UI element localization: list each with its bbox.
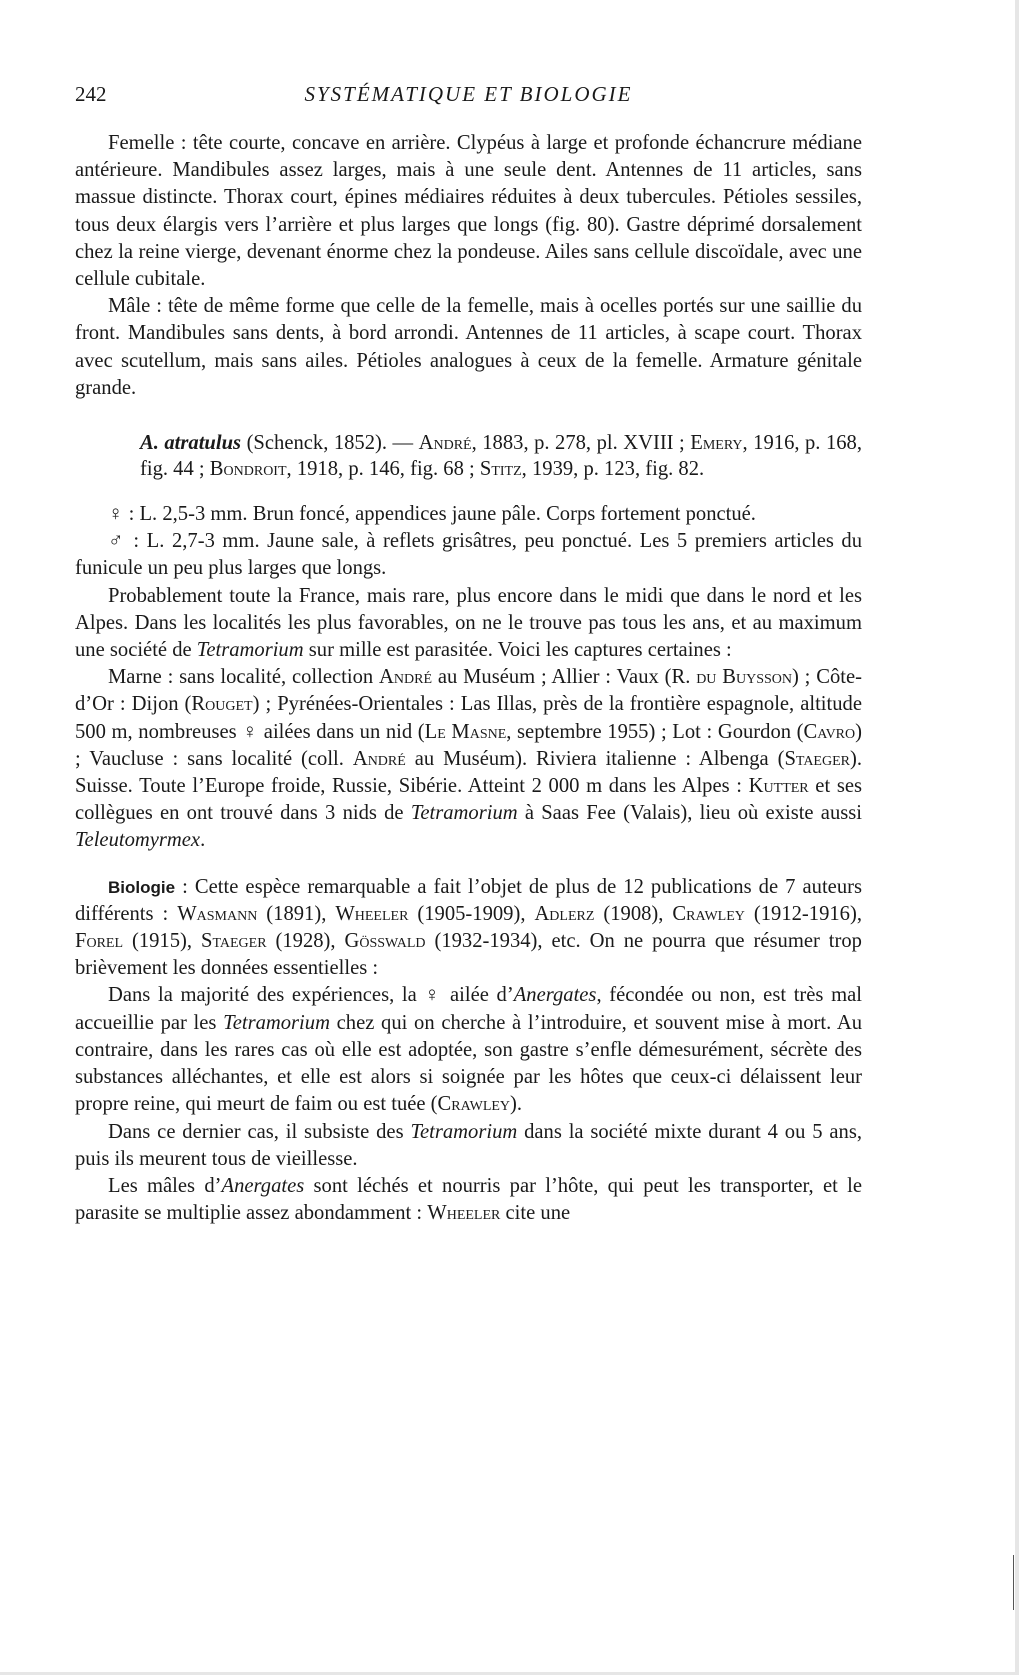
text-run: ). Suisse. Toute l’Europe froide, Russie, Sibérie. Atteint 2 000 m dans les Alpes : [75, 747, 862, 798]
text-run: Teleutomyrmex [75, 829, 201, 852]
text-run: Cavro [803, 720, 856, 743]
text-run: Wasmann [177, 902, 258, 925]
text-run: dans la société mixte durant 4 ou 5 ans, puis ils meurent tous de vieillesse. [75, 1120, 862, 1170]
scan-edge-mark [1013, 1555, 1014, 1610]
text-run: Le Masne [424, 720, 507, 743]
text-run: Tetramorium [410, 1120, 518, 1143]
text-run: au Muséum ; Allier : Vaux (R. [432, 666, 697, 689]
text-run: (1905-1909), [408, 902, 535, 925]
text-run: (1891), [257, 902, 336, 925]
text-run: Marne : sans localité, collection [108, 666, 380, 689]
species-name: A. atratulus [140, 432, 242, 455]
text-run: sont léchés et nourris par l’hôte, qui peut les transporter, et le parasite se multiplie assez abondamment : [75, 1174, 862, 1225]
text-run: Anergates [221, 1174, 305, 1197]
text-run: ) ; Côte-d’Or : Dijon ( [75, 666, 862, 716]
running-title: SYSTÉMATIQUE ET BIOLOGIE [304, 82, 633, 106]
distribution-paragraph: Probablement toute la France, mais rare, plus encore dans le midi que dans le nord et les Alpes. Dans les localités les plus favorables, on ne le trouve pas tous les ans, et au maximum une société de Tetramorium sur mille est parasitée. Voici les captures certaines : [75, 584, 862, 662]
species-synonymy [140, 430, 862, 482]
ref-author: Bondroit [209, 458, 287, 481]
text-run: au Muséum). Riviera italienne : Albenga ( [405, 747, 785, 770]
text-run: Staeger [200, 930, 267, 953]
text-run: Rouget [191, 693, 253, 716]
text-run: (1915), [123, 930, 201, 953]
biologie-paragraph-4 [75, 1173, 862, 1227]
biologie-paragraph [75, 874, 862, 983]
text-run: (1932-1934), etc. On ne pourra que résumer trop brièvement les données essentielles : [75, 930, 862, 980]
text-run: Wheeler [335, 902, 409, 925]
page-number: 242 [75, 82, 107, 106]
biologie-paragraph-3 [75, 1119, 862, 1173]
text-run: Gösswald [344, 930, 426, 953]
text-run: (1928), [266, 930, 345, 953]
text-run: André [379, 666, 433, 689]
paragraph-male: Mâle : tête de même forme que celle de la femelle, mais à ocelles portés sur une saillie du front. Mandibules sans dents, à bord arrondi. Antennes de 11 articles, à scape court. Thorax avec scutellum, mais sans ailes. Pétioles analogues à ceux de la femelle. Armature génitale grande. [75, 295, 862, 399]
text-run: , fécondée ou non, est très mal accueillie par les [75, 984, 862, 1034]
text-run: Tetramorium [223, 1011, 330, 1034]
text-run: ) ; Vaucluse : sans localité (coll. [75, 720, 862, 770]
text-run: Wheeler [427, 1202, 501, 1225]
text-run: cite une [500, 1202, 571, 1225]
text-run: chez qui on cherche à l’introduire, et souvent mise à mort. Au contraire, dans les rares cas où elle est adoptée, son gastre s’enfle démesurément, sécrète des substances alléchantes, et elle est alors si soignée par les hôtes que ceux-ci délaissent leur propre reine, qui meurt de faim ou est tuée ( [75, 1011, 862, 1116]
genus-name: Tetramorium [196, 639, 304, 662]
text-run: Tetramorium [410, 802, 518, 825]
ref-text: , 1939, p. 123, fig. 82. [521, 458, 705, 481]
text-run: Crawley [437, 1093, 511, 1116]
text-run: Forel [75, 930, 124, 953]
female-symbol-icon: ♀ [108, 503, 124, 526]
ref-text: , 1883, p. 278, pl. XVIII ; [471, 432, 691, 455]
species-authority: (Schenck, 1852). — [241, 432, 419, 455]
text-run: Anergates [513, 984, 597, 1007]
text-run: Dans ce dernier cas, il subsiste des [108, 1120, 411, 1143]
ref-text: , 1918, p. 146, fig. 68 ; [286, 458, 480, 481]
text-run: (1912-1916), [744, 902, 862, 925]
text-run: : Cette espèce remarquable a fait l’objet de plus de 12 publications de 7 auteurs différents : [75, 875, 862, 925]
text-run: du Buysson [696, 666, 792, 689]
text-run: ). [510, 1093, 523, 1116]
male-symbol-icon: ♂ [108, 530, 126, 553]
text-run: . [200, 829, 206, 852]
text-run: , septembre 1955) ; Lot : Gourdon ( [506, 720, 804, 743]
ref-author: Emery [690, 432, 743, 455]
captures-paragraph [75, 664, 862, 854]
paragraph-femelle: Femelle : tête courte, concave en arrière. Clypéus à large et profonde échancrure médiane antérieure. Mandibules assez larges, mais à une seule dent. Antennes de 11 articles, sans massue distincte. Thorax court, épines médiaires réduites à deux tubercules. Pétioles sessiles, tous deux élargis vers l’arrière et plus larges que longs (fig. 80). Gastre déprimé dorsalement chez la reine vierge, devenant énorme chez la pondeuse. Ailes sans cellule discoïdale, avec une cellule cubitale. [75, 132, 862, 291]
ref-author: Stitz [479, 458, 522, 481]
ref-author: André [418, 432, 472, 455]
text-run: Dans la majorité des expériences, la ♀ ailée d’ [108, 984, 514, 1007]
description-male: ♂ : L. 2,7-3 mm. Jaune sale, à reflets grisâtres, peu ponctué. Les 5 premiers articles du funicule un peu plus larges que longs. [75, 530, 862, 580]
text-run: Staeger [784, 747, 850, 770]
page-body [75, 130, 862, 1227]
text-run: André [352, 747, 406, 770]
text-run: ) ; Pyrénées-Orientales : Las Illas, près de la frontière espagnole, altitude 500 m, nombreuses ♀ ailées dans un nid ( [75, 693, 862, 743]
text-run: Crawley [672, 902, 745, 925]
ref-text: , 1916, p. 168, fig. 44 ; [140, 432, 862, 481]
text-run: à Saas Fee (Valais), lieu où existe aussi [517, 802, 862, 825]
biologie-paragraph-2 [75, 982, 862, 1118]
text-run: Adlerz [534, 902, 595, 925]
biologie-label: Biologie [108, 877, 176, 897]
text-run: Kutter [748, 775, 809, 798]
text-run: et ses collègues en ont trouvé dans 3 nids de [75, 775, 862, 825]
page-header [75, 82, 862, 112]
text-run: Les mâles d’ [108, 1174, 222, 1197]
text-run: (1908), [594, 902, 673, 925]
description-female: ♀ : L. 2,5-3 mm. Brun foncé, appendices jaune pâle. Corps fortement ponctué. [108, 503, 756, 526]
